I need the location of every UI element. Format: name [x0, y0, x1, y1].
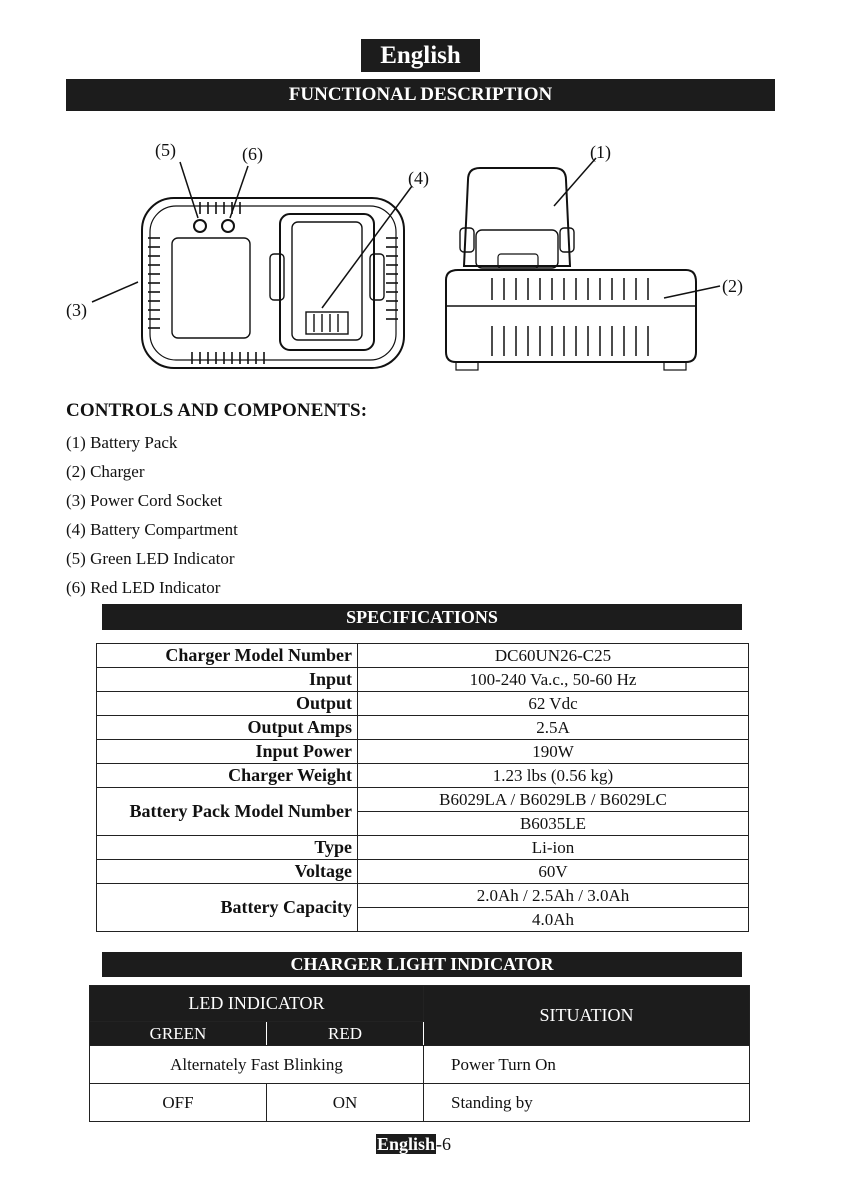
spec-label: Input Power	[97, 740, 358, 764]
spec-value: Li-ion	[358, 836, 749, 860]
callout-4: (4)	[408, 168, 429, 188]
language-tab: English	[361, 39, 480, 72]
list-item: (3) Power Cord Socket	[66, 491, 223, 510]
callout-5: (5)	[155, 140, 176, 160]
spec-label: Voltage	[97, 860, 358, 884]
spec-value: B6035LE	[358, 812, 749, 836]
table-row	[97, 860, 749, 884]
controls-and-components	[66, 400, 367, 602]
page-footer	[376, 1134, 451, 1155]
led-indicator-header: LED INDICATOR	[90, 986, 424, 1022]
table-row	[97, 788, 749, 812]
spec-value: B6029LA / B6029LB / B6029LC	[358, 788, 749, 812]
table-row	[90, 1084, 750, 1122]
spec-label: Charger Weight	[97, 764, 358, 788]
specifications-heading: SPECIFICATIONS	[102, 604, 742, 630]
spec-label: Output Amps	[97, 716, 358, 740]
led-indicator-table	[89, 985, 750, 1122]
spec-value: 190W	[358, 740, 749, 764]
table-row	[97, 740, 749, 764]
spec-label: Output	[97, 692, 358, 716]
table-row	[90, 1046, 750, 1084]
led-state: Alternately Fast Blinking	[90, 1046, 424, 1084]
spec-label: Battery Pack Model Number	[97, 788, 358, 836]
red-state: ON	[267, 1084, 424, 1122]
battery-pack-side	[464, 168, 570, 266]
specifications-table	[96, 643, 749, 932]
list-item: (5) Green LED Indicator	[66, 549, 235, 568]
table-row	[97, 668, 749, 692]
list-item: (4) Battery Compartment	[66, 520, 238, 539]
spec-label: Input	[97, 668, 358, 692]
charger-top-view	[142, 198, 404, 368]
page-number: -6	[436, 1134, 452, 1154]
callout-3: (3)	[66, 300, 87, 320]
spec-value: 62 Vdc	[358, 692, 749, 716]
spec-label: Charger Model Number	[97, 644, 358, 668]
spec-value: 60V	[358, 860, 749, 884]
spec-label: Type	[97, 836, 358, 860]
functional-description-heading: FUNCTIONAL DESCRIPTION	[66, 79, 775, 111]
green-led	[194, 220, 206, 232]
charger-illustration	[60, 130, 760, 400]
spec-value: 2.5A	[358, 716, 749, 740]
components-list	[66, 428, 367, 602]
green-header: GREEN	[90, 1022, 267, 1046]
table-row	[97, 716, 749, 740]
footer-language: English	[377, 1134, 436, 1154]
table-row	[97, 692, 749, 716]
table-row	[97, 764, 749, 788]
situation-value: Standing by	[424, 1084, 750, 1122]
spec-value: 1.23 lbs (0.56 kg)	[358, 764, 749, 788]
table-row	[97, 884, 749, 908]
charger-side	[446, 270, 696, 362]
callout-2: (2)	[722, 276, 743, 296]
table-row	[97, 836, 749, 860]
spec-value: 4.0Ah	[358, 908, 749, 932]
table-row	[97, 644, 749, 668]
red-header: RED	[267, 1022, 424, 1046]
red-led	[222, 220, 234, 232]
callout-1: (1)	[590, 142, 611, 162]
spec-value: 100-240 Va.c., 50-60 Hz	[358, 668, 749, 692]
list-item: (1) Battery Pack	[66, 433, 178, 452]
charger-light-indicator-heading: CHARGER LIGHT INDICATOR	[102, 952, 742, 977]
spec-label: Battery Capacity	[97, 884, 358, 932]
spec-value: DC60UN26-C25	[358, 644, 749, 668]
green-state: OFF	[90, 1084, 267, 1122]
situation-value: Power Turn On	[424, 1046, 750, 1084]
list-item: (2) Charger	[66, 462, 145, 481]
situation-header: SITUATION	[424, 986, 750, 1046]
spec-value: 2.0Ah / 2.5Ah / 3.0Ah	[358, 884, 749, 908]
controls-heading: CONTROLS AND COMPONENTS:	[66, 400, 368, 421]
callout-6: (6)	[242, 144, 263, 164]
battery-compartment	[280, 214, 374, 350]
list-item: (6) Red LED Indicator	[66, 578, 221, 597]
